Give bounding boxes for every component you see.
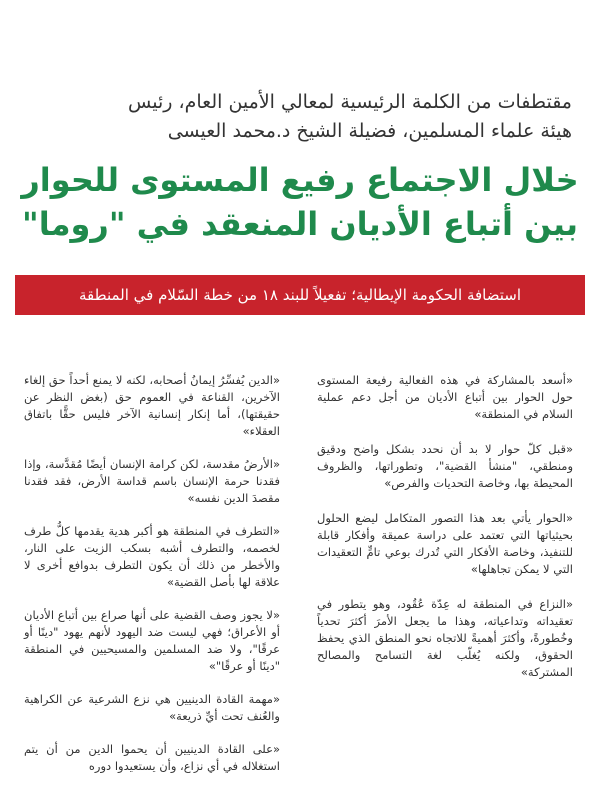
quote-item: «الحوار يأتي بعد هذا التصور المتكامل ليضع الحلول بحيثياتها التي تعتمد على دراسة عميقة وأفكار قابلة للتنفيذ، وخاصة الأفكار التي تُدرك بوعي تامٍّ التعقيدات التي لا يمكن تجاهلها» xyxy=(317,511,573,576)
left-quotes-column xyxy=(24,372,280,791)
quote-item: «الدين يُفسِّرُ إيمانُ أصحابه، لكنه لا يمنع أحداً حق إلغاء الآخرين، القناعة في العموم حق (بغض النظر عن حقيقتها)، أما إنكار إنسانية الآخر فليس حقًّا باتفاق العقلاء» xyxy=(24,373,280,438)
quote-item: «التطرف في المنطقة هو أكبر هدية يقدمها كلُّ طرف لخصمه، والتطرف أشبه بسكب الزيت على النار، والأخطر من ذلك أن يكون التطرف بدوافع أخرى لا علاقة لها بأصل القضية» xyxy=(24,524,280,589)
intro-text xyxy=(28,88,572,146)
quote-item: «الأرضُ مقدسة، لكن كرامة الإنسان أيضًا مُقدَّسة، وإذا فقدنا حرمة الإنسان باسم قداسة الأرض، فقد فقدنا مقصدَ الدين نفسه» xyxy=(24,457,280,505)
quote-item: «قبل كلّ حوار لا بد أن نحدد بشكل واضح ودقيق ومنطقي، "منشأ القضية"، وتطوراتها، والظروف المحيطة بها، وخاصة التحديات والفرص» xyxy=(317,442,573,490)
quote-item: «لا يجوز وصف القضية على أنها صراع بين أتباع الأديان أو الأعراق؛ فهي ليست ضد اليهود لأنهم يهود "دينًا أو عرقًا"، ولا ضد المسلمين والمسيحيين في المنطقة "دينًا أو عرقًا"» xyxy=(24,608,280,673)
headline-line-1: خلال الاجتماع رفيع المستوى للحوار xyxy=(21,161,579,199)
right-quotes-column xyxy=(317,372,573,699)
quote-item: «على القادة الدينيين أن يحموا الدين من أن يتم استغلاله في أي نزاع، وأن يستعيدوا دوره xyxy=(24,742,280,773)
quote-item: «أسعد بالمشاركة في هذه الفعالية رفيعة المستوى حول الحوار بين أتباع الأديان من أجل دعم عملية السلام في المنطقة» xyxy=(317,373,573,421)
banner-text: استضافة الحكومة الإيطالية؛ تفعيلاً للبند ١٨ من خطة السّلام في المنطقة xyxy=(79,286,521,304)
quote-item: «النزاع في المنطقة له عِدّة عُقُود، وهو يتطور في تعقيداته وتداعياته، وهذا ما يجعل الأمرَ أكثرَ تحدياً وخُطورةً، وأكثرَ أهميةً للاتجاه نحو المنطق الذي يحفظ الحقوق، ولكنه يُغلّب لغة التسامح والمصالح المشتركة» xyxy=(317,597,573,679)
intro-line-1: مقتطفات من الكلمة الرئيسية لمعالي الأمين العام، رئيس xyxy=(128,91,572,113)
red-banner xyxy=(15,275,585,315)
intro-line-2: هيئة علماء المسلمين، فضيلة الشيخ د.محمد العيسى xyxy=(167,120,572,142)
headline-line-2: بين أتباع الأديان المنعقد في "روما" xyxy=(22,205,578,243)
quote-item: «مهمة القادة الدينيين هي نزع الشرعية عن الكراهية والعُنف تحت أيِّ ذريعة» xyxy=(24,692,280,723)
headline xyxy=(20,158,580,246)
